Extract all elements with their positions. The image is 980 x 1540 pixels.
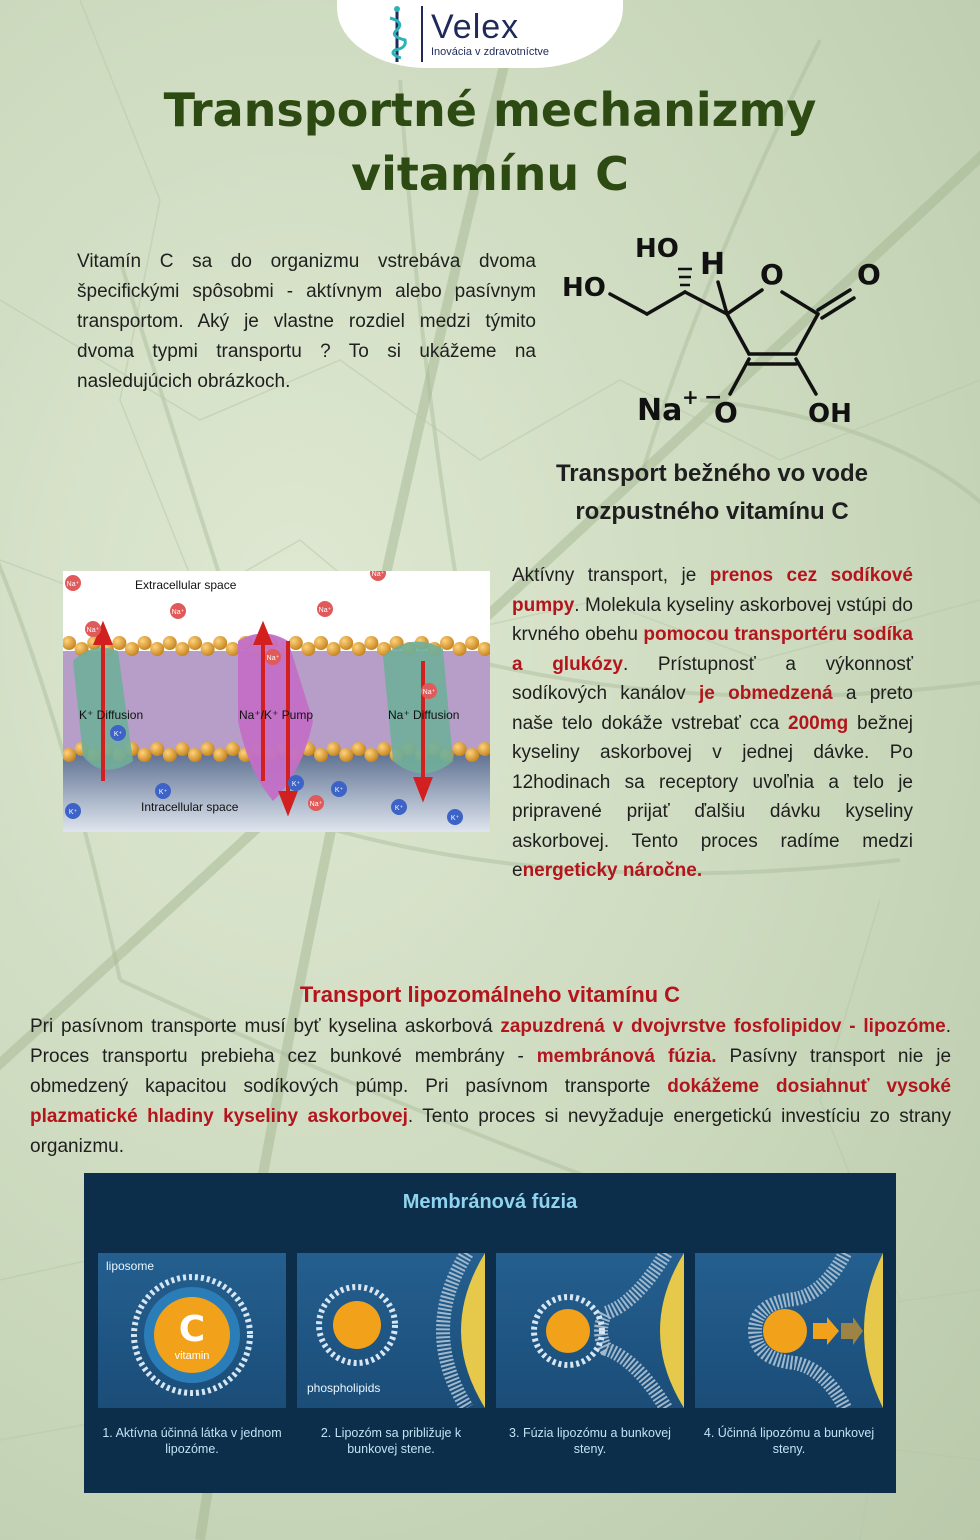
lipid-head — [377, 742, 391, 756]
lipid-head — [188, 636, 202, 650]
text-run: bežnej kyseliny askorbovej v jednej dávke. Po 12hodinach sa receptory uvoľnia a telo je pripravené prijať ďalšiu dávku kyseliny askorbovej. Tento proces radíme medzi e — [512, 712, 913, 881]
page-title — [60, 78, 920, 206]
lipid-head — [150, 742, 164, 756]
svg-text:K⁺: K⁺ — [68, 809, 78, 816]
lipid-head — [63, 636, 76, 650]
lipid-head — [453, 742, 467, 756]
lipid-head — [163, 636, 177, 650]
molecule-label-h: H — [700, 247, 726, 282]
fusion-panel-1 — [98, 1253, 286, 1408]
logo-divider — [421, 6, 423, 62]
lipid-head — [226, 642, 240, 656]
sodium-ion — [265, 649, 281, 665]
phospholipids-label: phospholipids — [307, 1381, 381, 1395]
membrane-fusion-figure — [84, 1173, 896, 1493]
logo-text — [431, 9, 549, 59]
molecule-label-ho-left: HO — [562, 273, 606, 303]
svg-text:K⁺: K⁺ — [158, 789, 168, 796]
lipid-head — [440, 636, 454, 650]
potassium-ion — [110, 725, 126, 741]
svg-text:Na⁺: Na⁺ — [66, 581, 80, 588]
svg-text:Na⁺: Na⁺ — [371, 571, 385, 578]
potassium-ion — [391, 799, 407, 815]
lipid-head — [175, 742, 189, 756]
lipid-head — [125, 642, 139, 656]
highlight-run: pomocou transportéru sodíka a glukózy — [512, 624, 913, 675]
svg-text:Na⁺: Na⁺ — [86, 627, 100, 634]
brand-logo — [337, 0, 623, 68]
text-run: . Tento proces si nevyžaduje energetickú investíciu zo strany organizmu. — [30, 1106, 952, 1157]
lipid-head — [327, 642, 341, 656]
sodium-ascorbate-structure — [552, 222, 892, 442]
sodium-ion — [317, 601, 333, 617]
molecule-label-na-charge: + — [682, 385, 699, 409]
pump-label: Na⁺/K⁺ Pump — [239, 708, 314, 722]
lipid-head — [364, 636, 378, 650]
caduceus-icon — [381, 4, 413, 64]
active-transport-paragraph — [512, 561, 913, 886]
highlight-run: nergeticky náročne. — [522, 860, 703, 881]
lipid-head — [314, 636, 328, 650]
lipid-head — [163, 748, 177, 762]
text-run: a preto naše telo dokáže vstrebať cca — [512, 683, 913, 734]
sodium-pump-figure — [63, 571, 490, 832]
lipid-head — [339, 636, 353, 650]
svg-text:Na⁺: Na⁺ — [318, 607, 332, 614]
lipid-head — [150, 642, 164, 656]
svg-text:K⁺: K⁺ — [113, 731, 123, 738]
fusion-caption-3: 3. Fúzia lipozómu a bunkovej steny. — [509, 1426, 671, 1456]
lipid-head — [213, 636, 227, 650]
text-run: . Molekula kyseliny askorbovej vstúpi do krvného obehu — [512, 594, 913, 645]
logo-tagline: Inovácia v zdravotníctve — [431, 46, 550, 58]
lipid-head — [138, 636, 152, 650]
highlight-run: 200mg — [788, 712, 849, 734]
lipid-head — [201, 642, 215, 656]
lipid-head — [175, 642, 189, 656]
extracellular-label: Extracellular space — [135, 578, 237, 592]
fusion-caption-1: 1. Aktívna účinná látka v jednom lipozóme. — [102, 1426, 282, 1456]
highlight-run: membránová fúzia. — [536, 1046, 717, 1067]
na-diffusion-label: Na⁺ Diffusion — [388, 708, 460, 722]
sodium-ion — [170, 603, 186, 619]
svg-text:K⁺: K⁺ — [291, 781, 301, 788]
fusion-caption-2: 2. Lipozóm sa približuje k bunkovej stene. — [320, 1426, 462, 1456]
section-passive-heading: Transport lipozomálneho vitamínu C — [299, 982, 681, 1007]
svg-text:Na⁺: Na⁺ — [266, 655, 280, 662]
sodium-ion — [308, 795, 324, 811]
lipid-head — [327, 742, 341, 756]
fusion-panel-3 — [496, 1253, 684, 1408]
svg-text:K⁺: K⁺ — [450, 815, 460, 822]
svg-text:Na⁺: Na⁺ — [171, 609, 185, 616]
fusion-caption-4: 4. Účinná lipozómu a bunkovej steny. — [703, 1426, 875, 1456]
lipid-head — [301, 642, 315, 656]
highlight-run: prenos cez sodíkové pumpy — [512, 565, 913, 616]
lipid-head — [112, 636, 126, 650]
logo-name: Velex — [431, 8, 520, 46]
lipid-head — [339, 748, 353, 762]
text-run: . Prístupnosť a výkonnosť sodíkových kanálov — [512, 653, 914, 704]
sodium-ion — [85, 621, 101, 637]
fusion-figure-title: Membránová fúzia — [402, 1191, 578, 1213]
section-active-heading-line-2: rozpustného vitamínu C — [575, 498, 849, 525]
lipid-head — [453, 642, 467, 656]
text-run: Pasívny transport nie je obmedzený kapacitou sodíkových púmp. Pri pasívnom transporte — [30, 1046, 952, 1097]
lipid-head — [465, 748, 479, 762]
svg-text:Na⁺: Na⁺ — [422, 689, 436, 696]
molecule-label-ho-top: HO — [635, 234, 679, 264]
vitamin-c-letter: C — [178, 1309, 206, 1350]
potassium-ion — [331, 781, 347, 797]
lipid-head — [352, 642, 366, 656]
highlight-run: je obmedzená — [699, 683, 833, 704]
intro-paragraph: Vitamín C sa do organizmu vstrebáva dvoma špecifickými spôsobmi - aktívnym alebo pasívnym transportom. Aký je vlastne rozdiel medzi týmito dvoma typmi transportu ? To si ukážeme na nasledujúcich obrázkoch. — [77, 251, 536, 392]
vitamin-word: vitamin — [174, 1350, 210, 1362]
molecule-label-o-carbonyl: O — [857, 258, 881, 291]
highlight-run: zapuzdrená v dvojvrstve fosfolipidov - lipozóme — [500, 1016, 946, 1037]
svg-text:Na⁺: Na⁺ — [309, 801, 323, 808]
section-active-heading — [512, 455, 912, 531]
lipid-head — [213, 748, 227, 762]
potassium-ion — [288, 775, 304, 791]
potassium-ion — [447, 809, 463, 825]
title-line-2: vitamínu C — [351, 147, 629, 201]
text-run: Aktívny transport, je — [512, 565, 710, 586]
section-active-heading-line-1: Transport bežného vo vode — [555, 460, 869, 487]
molecule-label-na: Na — [637, 393, 683, 428]
text-run: . Proces transportu prebieha cez bunkové membrány - — [30, 1016, 951, 1067]
molecule-label-o-minus: O — [714, 396, 738, 429]
intracellular-label: Intracellular space — [141, 800, 239, 814]
membrane-illustration — [63, 571, 490, 832]
lipid-head — [364, 748, 378, 762]
lipid-head — [201, 742, 215, 756]
molecule-label-o-ring: O — [760, 258, 784, 291]
lipid-head — [289, 636, 303, 650]
liposome-label: liposome — [106, 1259, 155, 1273]
potassium-ion — [65, 803, 81, 819]
lipid-head — [226, 742, 240, 756]
highlight-run: dokážeme dosiahnuť vysoké plazmatické hladiny kyseliny askorbovej — [30, 1076, 951, 1127]
svg-text:K⁺: K⁺ — [394, 805, 404, 812]
title-line-1: Transportné mechanizmy — [163, 83, 817, 137]
molecule-label-o-minus-charge: − — [704, 385, 723, 410]
fusion-panel-4 — [695, 1253, 883, 1408]
fusion-panel-2 — [297, 1253, 485, 1408]
passive-transport-paragraph — [30, 1012, 951, 1162]
lipid-head — [465, 636, 479, 650]
lipid-head — [188, 748, 202, 762]
k-diffusion-label: K⁺ Diffusion — [79, 708, 144, 722]
molecule-label-oh: OH — [808, 399, 852, 429]
svg-text:K⁺: K⁺ — [334, 787, 344, 794]
lipid-head — [352, 742, 366, 756]
sodium-ion — [65, 575, 81, 591]
lipid-head — [138, 748, 152, 762]
lipid-head — [314, 748, 328, 762]
sodium-ion — [421, 683, 437, 699]
potassium-ion — [155, 783, 171, 799]
text-run: Pri pasívnom transporte musí byť kyselina askorbová — [30, 1016, 501, 1037]
